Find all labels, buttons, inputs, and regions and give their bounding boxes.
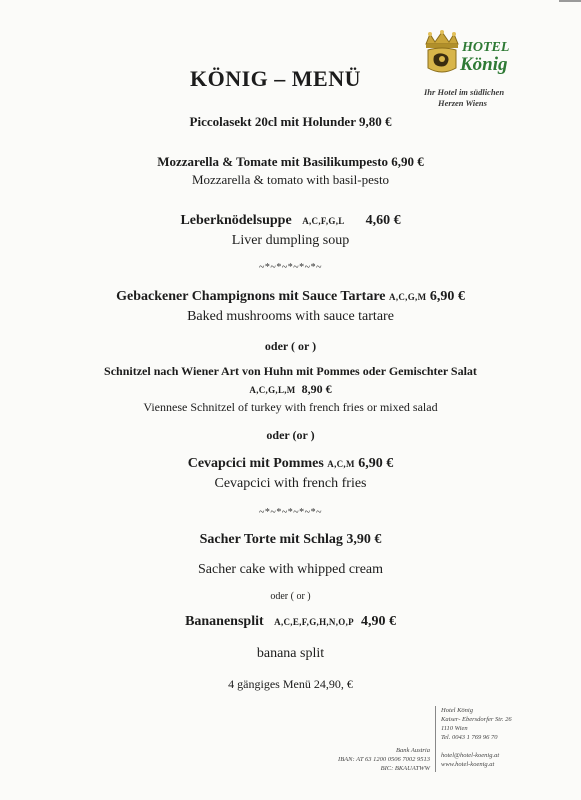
hotel-street: Kaiser- Ebersdorfer Str. 26 (441, 716, 512, 723)
dessert1-en: Sacher cake with whipped cream (197, 562, 384, 577)
main2-de: Schnitzel nach Wiener Art von Huhn mit Pommes oder Gemischter Salat (104, 364, 477, 378)
footer-divider (435, 706, 436, 772)
main2-price-line (0, 382, 581, 397)
dessert2-price: 4,90 € (360, 614, 396, 629)
main3-en: Cevapcici with french fries (214, 476, 367, 491)
logo-tagline-1: Ihr Hotel im südlichen (424, 87, 505, 97)
soup-price: 4,60 € (365, 213, 401, 228)
logo-tagline-2: Herzen Wiens (438, 98, 487, 108)
page-title: KÖNIG – MENÜ (190, 66, 361, 91)
hotel-city: 1110 Wien (441, 725, 468, 732)
dessert2-de-line (0, 614, 581, 630)
hotel-name: Hotel König (441, 707, 473, 714)
crown-lion-icon (422, 30, 462, 76)
hotel-email: hotel@hotel-koenig.at (441, 752, 500, 759)
starter-de: Mozzarella & Tomate mit Basilikumpesto 6,90 € (157, 154, 424, 169)
main2-price: 8,90 € (301, 382, 332, 396)
scan-edge-mark (559, 0, 581, 10)
main1-allergens: A,C,G,M (389, 292, 427, 302)
hotel-logo (418, 28, 538, 118)
dessert2-allergens: A,C,E,F,G,H,N,O,P (274, 617, 354, 627)
main3-de-line (0, 456, 581, 472)
oder-2: oder (or ) (266, 428, 315, 442)
dessert2-en: banana split (256, 646, 325, 661)
soup-allergens: A,C,F,G,L (302, 216, 345, 226)
dessert1-de: Sacher Torte mit Schlag 3,90 € (199, 532, 382, 547)
oder-3: oder ( or ) (270, 591, 311, 602)
soup-de: Leberknödelsuppe (180, 213, 292, 228)
soup-de-line (0, 213, 581, 229)
main3-de: Cevapcici mit Pommes (187, 456, 324, 471)
main1-de: Gebackener Champignons mit Sauce Tartare (116, 289, 386, 304)
main3-price: 6,90 € (358, 456, 394, 471)
bank-details (300, 746, 430, 773)
soup-en: Liver dumpling soup (231, 233, 350, 248)
logo-hotel-text: HOTEL (462, 40, 510, 55)
main2-allergens: A,C,G,L,M (249, 385, 296, 395)
dessert2-de: Bananensplit (185, 614, 264, 629)
bank-iban: IBAN: AT 63 1200 0506 7002 9513 (338, 756, 430, 763)
separator-2: ~*~*~*~*~*~ (259, 507, 322, 518)
main1-en: Baked mushrooms with sauce tartare (187, 309, 394, 324)
main3-allergens: A,C,M (327, 459, 355, 469)
logo-koenig-text: König (460, 54, 508, 75)
set-menu-price: 4 gängiges Menü 24,90, € (228, 677, 353, 691)
bank-bic: BIC: BKAUATWW (380, 765, 430, 772)
starter-en: Mozzarella & tomato with basil-pesto (191, 172, 390, 187)
oder-1: oder ( or ) (264, 339, 317, 353)
hotel-address (441, 706, 561, 769)
hotel-web: www.hotel-koenig.at (441, 761, 495, 768)
separator-1: ~*~*~*~*~*~ (259, 262, 322, 273)
main1-de-line (0, 289, 581, 305)
hotel-phone: Tel. 0043 1 769 96 70 (441, 734, 498, 741)
bank-name: Bank Austria (395, 747, 430, 754)
main1-price: 6,90 € (429, 289, 465, 304)
main2-en: Viennese Schnitzel of turkey with french fries or mixed salad (143, 400, 438, 414)
aperitif-line: Piccolasekt 20cl mit Holunder 9,80 € (189, 114, 392, 129)
